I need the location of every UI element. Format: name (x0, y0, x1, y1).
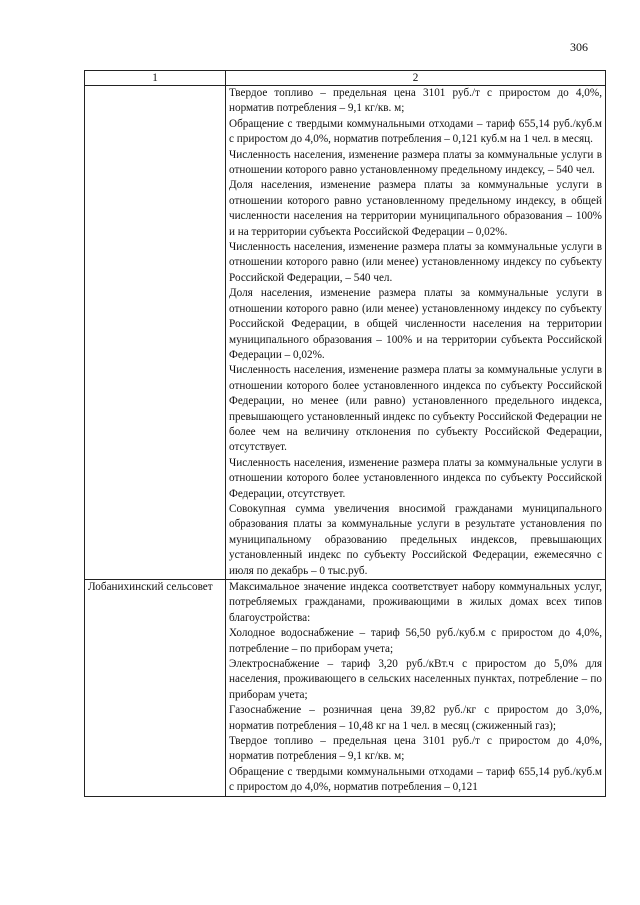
paragraph: Холодное водоснабжение – тариф 56,50 руб./куб.м с приростом до 4,0%, потребление – по приборам учета; (229, 627, 602, 655)
paragraph: Численность населения, изменение размера платы за коммунальные услуги в отношении которого более установленного индекса по субъекту Российской Федерации, но менее (или равно) установленного предельного индекса, превышающего установленный индекс по субъекту Российской Федерации не более чем на величину отклонения по субъекту Российской Федерации, отсутствует. (229, 364, 602, 454)
table-row (85, 86, 606, 580)
paragraph: Численность населения, изменение размера платы за коммунальные услуги в отношении которого равно установленному предельному индексу, – 540 чел. (229, 148, 602, 177)
description-cell (226, 580, 606, 797)
municipality-cell (85, 86, 226, 580)
paragraph: Доля населения, изменение размера платы за коммунальные услуги в отношении которого равно (или менее) установленному индексу по субъекту Российской Федерации, в общей численности населения на территории муниципального образования – 100% и на территории субъекта Российской Федерации – 0,02%. (229, 287, 602, 361)
table-row (85, 580, 606, 797)
page-number: 306 (570, 40, 588, 54)
paragraph: Максимальное значение индекса соответствует набору коммунальных услуг, потребляемых гражданами, проживающими в жилых домах всех типов благоустройства: (229, 581, 602, 624)
paragraph: Обращение с твердыми коммунальными отходами – тариф 655,14 руб./куб.м с приростом до 4,0%, норматив потребления – 0,121 куб.м на 1 чел. в месяц. (229, 117, 602, 146)
description-cell (226, 86, 606, 580)
municipality-cell: Лобанихинский сельсовет (85, 580, 226, 797)
column-header-1: 1 (85, 71, 226, 86)
paragraph: Совокупная сумма увеличения вносимой гражданами муниципального образования платы за коммунальные услуги в результате установления по муниципальному образованию предельных индексов, превышающих установленный индекс по субъекту Российской Федерации, ежемесячно с июля по декабрь – 0 тыс.руб. (229, 502, 602, 577)
tariff-table (84, 70, 606, 797)
paragraph: Твердое топливо – предельная цена 3101 руб./т с приростом до 4,0%, норматив потребления – 9,1 кг/кв. м; (229, 735, 602, 763)
paragraph: Численность населения, изменение размера платы за коммунальные услуги в отношении которого более установленного индекса по субъекту Российской Федерации, отсутствует. (229, 456, 602, 500)
paragraph: Газоснабжение – розничная цена 39,82 руб./кг с приростом до 3,0%, норматив потребления – 10,48 кг на 1 чел. в месяц (сжиженный газ); (229, 704, 602, 732)
paragraph: Доля населения, изменение размера платы за коммунальные услуги в отношении которого равно установленному предельному индексу, в общей численности населения на территории муниципального образования – 100% и на территории субъекта Российской Федерации – 0,02%. (229, 179, 602, 238)
paragraph: Численность населения, изменение размера платы за коммунальные услуги в отношении которого равно (или менее) установленному индексу по субъекту Российской Федерации, – 540 чел. (229, 241, 602, 284)
table-header-row (85, 71, 606, 86)
paragraph: Электроснабжение – тариф 3,20 руб./кВт.ч с приростом до 5,0% для населения, проживающего в сельских населенных пунктах, потребление – по приборам учета; (229, 658, 602, 701)
column-header-2: 2 (226, 71, 606, 86)
paragraph: Твердое топливо – предельная цена 3101 руб./т с приростом до 4,0%, норматив потребления – 9,1 кг/кв. м; (229, 87, 602, 115)
paragraph: Обращение с твердыми коммунальными отходами – тариф 655,14 руб./куб.м с приростом до 4,0%, норматив потребления – 0,121 (229, 765, 602, 794)
